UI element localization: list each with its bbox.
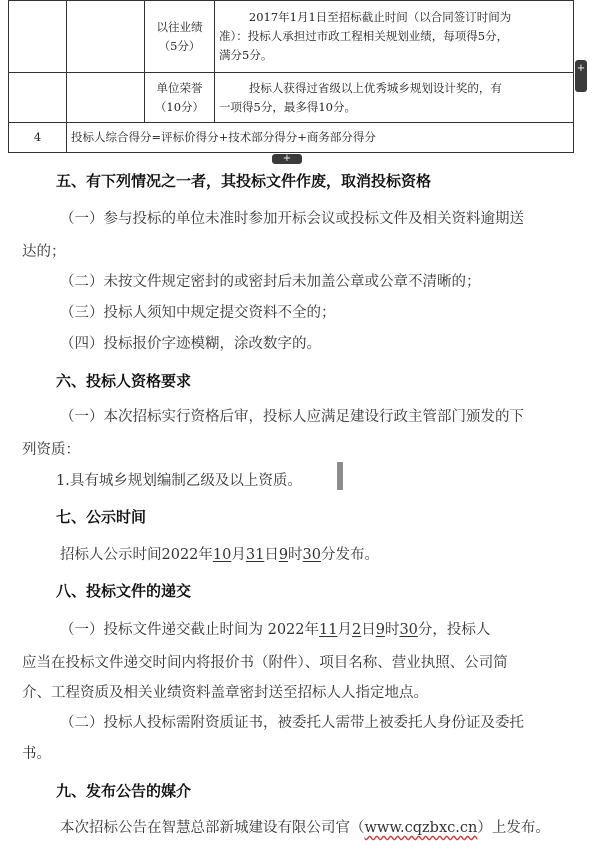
add-icon: +: [282, 153, 292, 164]
criterion-name: 以往业绩: [156, 19, 203, 34]
criterion-label: [145, 73, 215, 123]
criterion-name: 单位荣誉: [156, 80, 203, 95]
section-heading: 八、投标文件的递交: [56, 582, 192, 600]
section-heading: 六、投标人资格要求: [56, 372, 192, 390]
deadline-suffix: 分，投标人: [417, 622, 491, 638]
criterion-points: （10分）: [154, 99, 205, 114]
add-column-handle[interactable]: [575, 60, 587, 92]
criterion-label: [145, 1, 215, 73]
deadline-prefix: （一）投标文件递交截止时间为 2022年: [60, 622, 320, 638]
text-cursor: [337, 462, 343, 490]
criterion-description: [215, 1, 574, 73]
paragraph-line: 列资质：: [22, 442, 80, 458]
paragraph-line: 应当在投标文件递交时间内将报价书（附件）、项目名称、营业执照、公司简: [22, 655, 508, 671]
media-prefix: 本次招标公告在智慧总部新城建设有限公司官（: [60, 820, 365, 836]
paragraph-line: 介、工程资质及相关业绩资料盖章密封送至招标人人指定地点。: [22, 685, 428, 701]
criterion-text-line: 满分5分。: [219, 48, 273, 62]
minute-value: 30: [399, 622, 418, 638]
month-unit: 月: [337, 622, 352, 638]
media-line: [60, 816, 550, 837]
paragraph-line: （四）投标报价字迹模糊，涂改数字的。: [60, 336, 321, 352]
section-heading: 七、公示时间: [56, 508, 147, 526]
hour-value: 9: [375, 622, 385, 638]
paragraph-line: （二）投标人投标需附资质证书，被委托人需带上被委托人身份证及委托: [60, 715, 524, 731]
hour-unit: 时: [288, 547, 303, 563]
paragraph-line: （一）参与投标的单位未准时参加开标会议或投标文件及相关资料逾期送: [60, 211, 524, 227]
paragraph-line: （三）投标人须知中规定提交资料不全的；: [60, 305, 336, 321]
paragraph-line: （二）未按文件规定密封的或密封后未加盖公章或公章不清晰的；: [60, 274, 481, 290]
month-value: 11: [319, 622, 338, 638]
row-number: 4: [9, 123, 67, 153]
hour-value: 9: [278, 547, 289, 563]
table-cell-empty: [67, 1, 145, 73]
table-cell-empty: [67, 73, 145, 123]
add-icon: +: [576, 63, 586, 74]
website-link[interactable]: www.cqzbxc.cn: [364, 820, 478, 836]
table-row: [9, 123, 574, 153]
criterion-text-line: 一项得5分，最多得10分。: [219, 99, 356, 114]
day-value: 31: [245, 547, 265, 563]
time-prefix: 招标人公示时间2022年: [60, 547, 213, 563]
announcement-time: [60, 543, 379, 564]
deadline-line: [60, 618, 490, 639]
hour-unit: 时: [384, 622, 400, 638]
criterion-text-line: 2017年1月1日至招标截止时间（以合同签订时间为: [248, 10, 512, 24]
table-cell-empty: [9, 73, 67, 123]
table-row: [9, 73, 574, 123]
criterion-description: [215, 73, 574, 123]
paragraph-line: （一）本次招标实行资格后审，投标人应满足建设行政主管部门颁发的下: [60, 409, 524, 425]
section-heading: 五、有下列情况之一者，其投标文件作废，取消投标资格: [56, 172, 432, 190]
criterion-text-line: 投标人获得过省级以上优秀城乡规划设计奖的，有: [248, 80, 502, 95]
paragraph-line: 1.具有城乡规划编制乙级及以上资质。: [56, 473, 302, 489]
section-heading: 九、发布公告的媒介: [56, 782, 192, 800]
table-row: [9, 1, 574, 73]
day-unit: 日: [264, 547, 279, 563]
criterion-points: （5分）: [158, 38, 201, 53]
day-unit: 日: [361, 622, 376, 638]
total-score-formula: 投标人综合得分=评标价得分+技术部分得分+商务部分得分: [67, 123, 574, 153]
month-value: 10: [212, 547, 232, 563]
media-suffix: ）上发布。: [477, 820, 550, 836]
day-value: 2: [351, 622, 362, 638]
minute-value: 30: [302, 547, 321, 563]
paragraph-line: 达的；: [22, 244, 66, 260]
time-suffix: 分发布。: [321, 547, 379, 563]
add-row-handle[interactable]: [272, 154, 302, 164]
paragraph-line: 书。: [22, 746, 51, 762]
month-unit: 月: [231, 547, 246, 563]
scoring-table: [8, 0, 574, 153]
criterion-text-line: 准）：投标人承担过市政工程相关规划业绩，每项得5分，: [219, 29, 509, 43]
table-cell-empty: [9, 1, 67, 73]
